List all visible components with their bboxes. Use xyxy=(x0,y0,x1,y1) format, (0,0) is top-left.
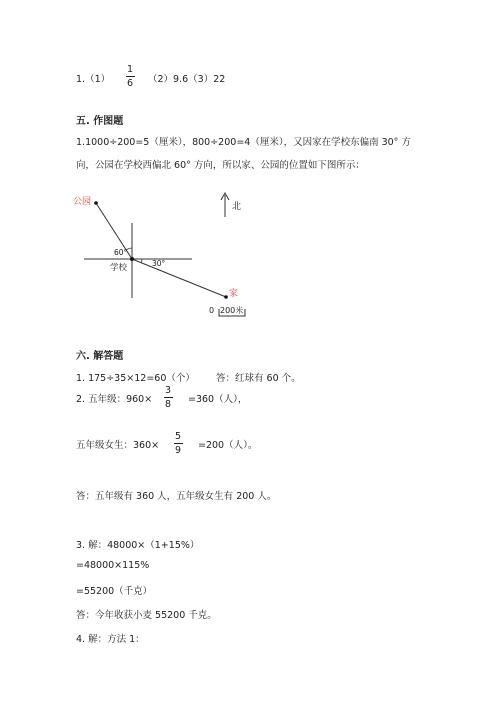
section5-line1: 1.1000÷200=5（厘米），800÷200=4（厘米），又因家在学校东偏南 30° 方 xyxy=(76,137,411,148)
fraction-denominator: 9 xyxy=(174,445,182,456)
section6-q2-line1-a: 2. 五年级：960× xyxy=(76,394,153,405)
section6-q2-fraction2 xyxy=(171,431,185,456)
park-label: 公园 xyxy=(73,197,92,207)
section6-q3-line1: 3. 解：48000×（1+15%） xyxy=(76,540,200,551)
section6-q2-fraction1 xyxy=(161,385,175,410)
section6-q4-line1: 4. 解：方法 1： xyxy=(76,634,145,645)
q1-fraction-numerator: 1 xyxy=(126,64,134,75)
section6-q2-line2-b: =200（人）。 xyxy=(198,440,258,451)
scale-length-label: 200米 xyxy=(220,306,244,315)
angle-label-30: 30° xyxy=(152,259,166,268)
fraction-denominator: 8 xyxy=(164,399,172,410)
section6-q1-answer: 答：红球有 60 个。 xyxy=(216,373,301,384)
section6-q3-answer: 答：今年收获小麦 55200 千克。 xyxy=(76,610,217,621)
home-label: 家 xyxy=(229,289,239,299)
home-point xyxy=(224,295,228,299)
section6-heading: 六. 解答题 xyxy=(76,351,124,362)
section6-q3-line2: =48000×115% xyxy=(76,560,150,571)
angle-arc-30 xyxy=(141,259,142,263)
section6-q2-answer: 答：五年级有 360 人，五年级女生有 200 人。 xyxy=(76,491,277,502)
fraction-bar xyxy=(174,443,183,444)
north-label: 北 xyxy=(232,202,242,212)
school-point xyxy=(130,257,134,261)
fraction-bar xyxy=(164,397,173,398)
section5-heading: 五. 作图题 xyxy=(76,116,124,127)
school-home-line xyxy=(132,259,226,297)
section6-q1-line: 1. 175÷35×12=60（个） xyxy=(76,373,195,384)
fraction-numerator: 5 xyxy=(174,431,182,442)
angle-label-60: 60° xyxy=(114,248,128,257)
fraction-numerator: 3 xyxy=(164,385,172,396)
scale-zero-label: 0 xyxy=(209,306,215,315)
q1-prefix: 1.（1） xyxy=(76,74,111,85)
section6-q2-line2-a: 五年级女生：360× xyxy=(76,440,160,451)
school-label: 学校 xyxy=(110,263,128,273)
section6-q3-line3: =55200（千克） xyxy=(76,586,153,597)
park-point xyxy=(94,201,98,205)
q1-rest: （2）9.6（3）22 xyxy=(148,74,226,85)
section5-line2: 向，公园在学校西偏北 60° 方向，所以家、公园的位置如下图所示： xyxy=(76,160,365,171)
section6-q2-line1-b: =360（人）， xyxy=(188,394,248,405)
q1-fraction-denominator: 6 xyxy=(126,78,134,89)
